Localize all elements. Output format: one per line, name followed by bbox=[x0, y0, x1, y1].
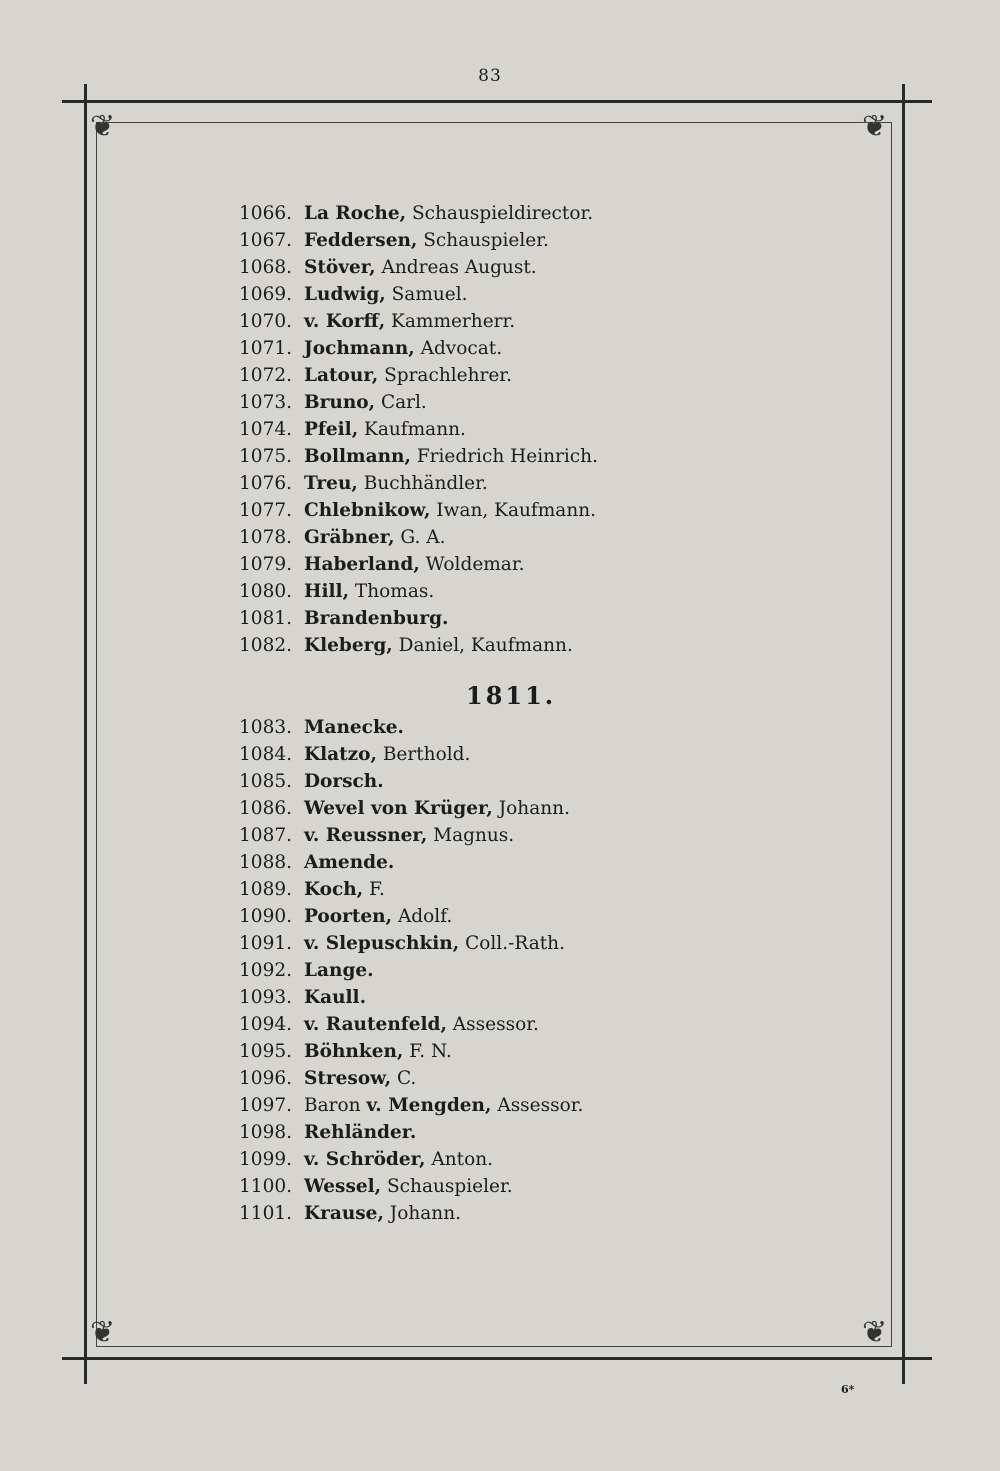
entry-name: v. Korff, bbox=[304, 311, 386, 332]
entry-number: 1067. bbox=[239, 230, 292, 251]
entry-name: Böhnken, bbox=[304, 1041, 404, 1062]
entry-text bbox=[298, 581, 434, 602]
signature-mark: 6* bbox=[841, 1383, 855, 1396]
entry-number: 1086. bbox=[239, 798, 292, 819]
entry-text bbox=[298, 473, 488, 494]
entry-text bbox=[298, 257, 537, 278]
list-item bbox=[216, 1041, 816, 1068]
entry-text bbox=[298, 284, 468, 305]
entry-number: 1090. bbox=[239, 906, 292, 927]
list-item bbox=[216, 1095, 816, 1122]
entry-name: Manecke. bbox=[304, 717, 404, 738]
entry-detail: Assessor. bbox=[497, 1095, 584, 1116]
entry-name: v. Mengden, bbox=[366, 1095, 492, 1116]
entry-number: 1089. bbox=[239, 879, 292, 900]
list-item bbox=[216, 311, 816, 338]
entry-text bbox=[298, 1041, 452, 1062]
entry-number: 1096. bbox=[239, 1068, 292, 1089]
entry-number: 1093. bbox=[239, 987, 292, 1008]
entry-name: v. Schröder, bbox=[304, 1149, 426, 1170]
entry-detail: G. A. bbox=[400, 527, 446, 548]
entry-text bbox=[298, 365, 512, 386]
list-item bbox=[216, 446, 816, 473]
entry-detail: Anton. bbox=[431, 1149, 494, 1170]
entry-name: Kaull. bbox=[304, 987, 367, 1008]
entry-name: Rehländer. bbox=[304, 1122, 417, 1143]
list-item bbox=[216, 744, 816, 771]
entry-detail: Assessor. bbox=[452, 1014, 539, 1035]
entry-text bbox=[298, 1176, 513, 1197]
entry-text bbox=[298, 338, 502, 359]
entry-number: 1095. bbox=[239, 1041, 292, 1062]
list-item bbox=[216, 771, 816, 798]
list-item bbox=[216, 230, 816, 257]
entry-detail: Kaufmann. bbox=[364, 419, 466, 440]
entry-detail: Schauspieler. bbox=[423, 230, 549, 251]
entry-text bbox=[298, 1068, 416, 1089]
entry-number: 1076. bbox=[239, 473, 292, 494]
entry-name: Kleberg, bbox=[304, 635, 393, 656]
list-item bbox=[216, 1203, 816, 1230]
list-item bbox=[216, 825, 816, 852]
list-item bbox=[216, 1149, 816, 1176]
entry-number: 1073. bbox=[239, 392, 292, 413]
entry-text bbox=[298, 906, 452, 927]
list-item bbox=[216, 635, 816, 662]
entry-name: Feddersen, bbox=[304, 230, 418, 251]
list-item bbox=[216, 581, 816, 608]
entry-detail: Johann. bbox=[498, 798, 570, 819]
entry-number: 1068. bbox=[239, 257, 292, 278]
entries-after bbox=[216, 717, 816, 1230]
entry-detail: Samuel. bbox=[391, 284, 468, 305]
frame-right-rule bbox=[902, 84, 905, 1384]
list-item bbox=[216, 717, 816, 744]
entry-text bbox=[298, 960, 374, 981]
entry-text bbox=[298, 635, 573, 656]
section-heading: 1811. bbox=[466, 681, 557, 710]
ornament-top-left-icon: ❦ bbox=[90, 109, 116, 144]
list-item bbox=[216, 203, 816, 230]
entry-number: 1074. bbox=[239, 419, 292, 440]
entry-text bbox=[298, 500, 596, 521]
entry-detail: C. bbox=[396, 1068, 417, 1089]
entry-number: 1077. bbox=[239, 500, 292, 521]
list-item bbox=[216, 879, 816, 906]
list-item bbox=[216, 933, 816, 960]
entry-text bbox=[298, 852, 394, 873]
entry-text bbox=[298, 527, 446, 548]
entry-number: 1079. bbox=[239, 554, 292, 575]
entry-text bbox=[298, 1014, 539, 1035]
entry-number: 1070. bbox=[239, 311, 292, 332]
list-item bbox=[216, 1014, 816, 1041]
list-item bbox=[216, 906, 816, 933]
list-item bbox=[216, 852, 816, 879]
entry-number: 1084. bbox=[239, 744, 292, 765]
ornament-bottom-left-icon: ❦ bbox=[90, 1315, 116, 1350]
entry-number: 1082. bbox=[239, 635, 292, 656]
entry-detail: Schauspieldirector. bbox=[411, 203, 594, 224]
entry-name: Chlebnikow, bbox=[304, 500, 431, 521]
entry-number: 1085. bbox=[239, 771, 292, 792]
entry-detail: Friedrich Heinrich. bbox=[416, 446, 598, 467]
entry-name: Stöver, bbox=[304, 257, 376, 278]
entry-name: v. Reussner, bbox=[304, 825, 428, 846]
entry-number: 1092. bbox=[239, 960, 292, 981]
list-item bbox=[216, 1122, 816, 1149]
entry-text bbox=[298, 392, 427, 413]
entry-text bbox=[298, 554, 525, 575]
list-item bbox=[216, 500, 816, 527]
list-item bbox=[216, 419, 816, 446]
entry-list bbox=[216, 203, 816, 1230]
entry-number: 1094. bbox=[239, 1014, 292, 1035]
entry-text bbox=[298, 987, 366, 1008]
list-item bbox=[216, 1176, 816, 1203]
entry-number: 1066. bbox=[239, 203, 292, 224]
entry-detail: Schauspieler. bbox=[387, 1176, 513, 1197]
entry-text bbox=[298, 203, 593, 224]
entry-number: 1078. bbox=[239, 527, 292, 548]
frame-bottom-rule bbox=[62, 1357, 932, 1360]
entry-name: Stresow, bbox=[304, 1068, 392, 1089]
entry-number: 1087. bbox=[239, 825, 292, 846]
entry-number: 1081. bbox=[239, 608, 292, 629]
entry-text bbox=[298, 608, 449, 629]
page-number: 83 bbox=[478, 66, 502, 86]
entry-name: Brandenburg. bbox=[304, 608, 449, 629]
entry-name: Poorten, bbox=[304, 906, 393, 927]
entry-detail: Woldemar. bbox=[425, 554, 525, 575]
entry-text bbox=[298, 771, 384, 792]
entry-detail: Thomas. bbox=[354, 581, 435, 602]
entry-name: Gräbner, bbox=[304, 527, 395, 548]
entry-name: Pfeil, bbox=[304, 419, 359, 440]
list-item bbox=[216, 338, 816, 365]
entry-name: v. Rautenfeld, bbox=[304, 1014, 447, 1035]
list-item bbox=[216, 392, 816, 419]
entry-detail: Daniel, Kaufmann. bbox=[398, 635, 573, 656]
ornament-top-right-icon: ❦ bbox=[862, 109, 888, 144]
list-item bbox=[216, 473, 816, 500]
frame-left-rule bbox=[84, 84, 87, 1384]
entry-detail: Berthold. bbox=[382, 744, 471, 765]
entry-number: 1071. bbox=[239, 338, 292, 359]
ornament-bottom-right-icon: ❦ bbox=[862, 1315, 888, 1350]
list-item bbox=[216, 257, 816, 284]
entry-text bbox=[298, 1149, 493, 1170]
entry-number: 1080. bbox=[239, 581, 292, 602]
entry-name: Bollmann, bbox=[304, 446, 411, 467]
list-item bbox=[216, 365, 816, 392]
entry-name: Bruno, bbox=[304, 392, 376, 413]
entry-text bbox=[298, 311, 515, 332]
entry-detail: Adolf. bbox=[397, 906, 453, 927]
entry-name: Hill, bbox=[304, 581, 350, 602]
entry-number: 1097. bbox=[239, 1095, 292, 1116]
entry-number: 1101. bbox=[239, 1203, 292, 1224]
entry-number: 1075. bbox=[239, 446, 292, 467]
entry-name: Amende. bbox=[304, 852, 395, 873]
entry-text bbox=[298, 419, 466, 440]
entry-name: Wessel, bbox=[304, 1176, 382, 1197]
list-item bbox=[216, 960, 816, 987]
list-item bbox=[216, 284, 816, 311]
entry-number: 1098. bbox=[239, 1122, 292, 1143]
entry-detail: F. bbox=[369, 879, 385, 900]
entry-detail: Johann. bbox=[389, 1203, 461, 1224]
entry-text bbox=[298, 933, 565, 954]
entry-name: Treu, bbox=[304, 473, 358, 494]
entry-text bbox=[298, 1095, 583, 1116]
entry-detail: Buchhändler. bbox=[363, 473, 488, 494]
entry-text bbox=[298, 717, 404, 738]
entry-number: 1088. bbox=[239, 852, 292, 873]
list-item bbox=[216, 798, 816, 825]
entry-number: 1072. bbox=[239, 365, 292, 386]
entry-detail: Sprachlehrer. bbox=[384, 365, 512, 386]
entry-detail: Advocat. bbox=[420, 338, 503, 359]
entry-text bbox=[298, 798, 570, 819]
list-item bbox=[216, 527, 816, 554]
entry-text bbox=[298, 879, 385, 900]
list-item bbox=[216, 987, 816, 1014]
entry-name: Klatzo, bbox=[304, 744, 377, 765]
entry-number: 1091. bbox=[239, 933, 292, 954]
entry-name: La Roche, bbox=[304, 203, 407, 224]
entry-detail: Andreas August. bbox=[381, 257, 537, 278]
entry-detail: Carl. bbox=[380, 392, 427, 413]
entry-name: v. Slepuschkin, bbox=[304, 933, 460, 954]
entry-detail: Coll.-Rath. bbox=[465, 933, 565, 954]
entry-name: Krause, bbox=[304, 1203, 384, 1224]
list-item bbox=[216, 1068, 816, 1095]
entry-detail: Kammerherr. bbox=[391, 311, 516, 332]
entry-name: Latour, bbox=[304, 365, 379, 386]
entry-prefix: Baron bbox=[304, 1095, 361, 1116]
entry-number: 1100. bbox=[239, 1176, 292, 1197]
entry-name: Wevel von Krüger, bbox=[304, 798, 493, 819]
entry-detail: Iwan, Kaufmann. bbox=[436, 500, 597, 521]
entry-name: Dorsch. bbox=[304, 771, 384, 792]
list-item bbox=[216, 554, 816, 581]
entry-detail: F. N. bbox=[409, 1041, 452, 1062]
entry-name: Lange. bbox=[304, 960, 374, 981]
entry-text bbox=[298, 825, 514, 846]
entry-text bbox=[298, 446, 598, 467]
entry-name: Jochmann, bbox=[304, 338, 415, 359]
entry-text bbox=[298, 1203, 461, 1224]
list-item bbox=[216, 608, 816, 635]
entry-name: Koch, bbox=[304, 879, 364, 900]
entry-name: Ludwig, bbox=[304, 284, 386, 305]
entry-text bbox=[298, 1122, 416, 1143]
entries-before bbox=[216, 203, 816, 662]
entry-detail: Magnus. bbox=[433, 825, 515, 846]
entry-text bbox=[298, 230, 549, 251]
entry-text bbox=[298, 744, 470, 765]
entry-name: Haberland, bbox=[304, 554, 420, 575]
entry-number: 1083. bbox=[239, 717, 292, 738]
frame-top-rule bbox=[62, 100, 932, 103]
entry-number: 1099. bbox=[239, 1149, 292, 1170]
entry-number: 1069. bbox=[239, 284, 292, 305]
